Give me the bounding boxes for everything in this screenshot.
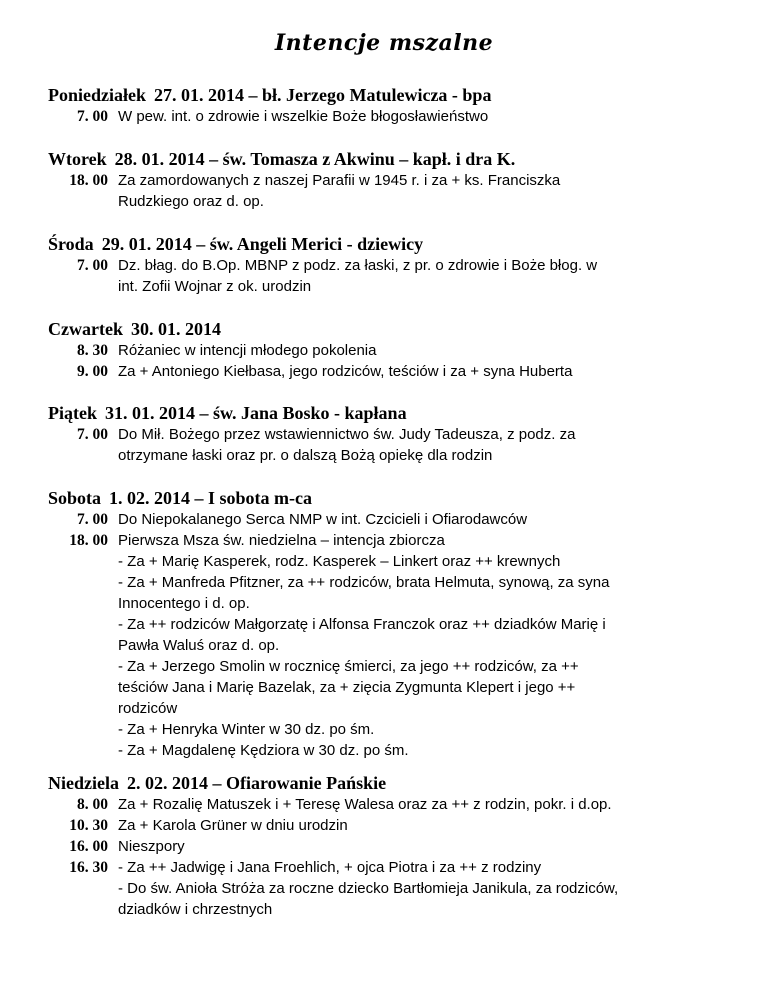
mass-time: 7. 00: [77, 511, 108, 528]
mass-time: 7. 00: [77, 426, 108, 443]
day-section-saturday: [48, 487, 738, 761]
mass-intention: [118, 106, 718, 127]
day-date: 2. 02. 2014 – Ofiarowanie Pańskie: [126, 773, 387, 793]
day-header: [48, 487, 738, 509]
intention-line: - Do św. Anioła Stróża za roczne dziecko Bartłomieja Janikula, za rodziców,: [118, 880, 619, 897]
day-name: Niedziela: [48, 773, 119, 793]
intention-line: Za + Karola Grüner w dniu urodzin: [118, 817, 348, 834]
day-header: [48, 233, 738, 255]
mass-intention: [118, 815, 718, 836]
mass-intention: [118, 361, 718, 382]
day-header: [48, 402, 738, 424]
mass-time: 18. 00: [69, 532, 108, 549]
mass-entry: [48, 424, 738, 466]
day-section-friday: [48, 402, 738, 466]
intention-line: - Za ++ rodziców Małgorzatę i Alfonsa Franczok oraz ++ dziadków Marię i: [118, 616, 606, 633]
intention-line: - Za + Henryka Winter w 30 dz. po śm.: [118, 721, 375, 738]
intention-line: - Za ++ Jadwigę i Jana Froehlich, + ojca Piotra i za ++ z rodziny: [118, 859, 542, 876]
mass-entry: [48, 815, 738, 836]
mass-intention: [118, 255, 718, 297]
intention-line: dziadków i chrzestnych: [118, 901, 273, 918]
day-section-thursday: [48, 318, 738, 382]
day-date: 27. 01. 2014 – bł. Jerzego Matulewicza - bpa: [154, 85, 492, 105]
mass-intention: [118, 509, 718, 530]
day-name: Czwartek: [48, 319, 123, 339]
intention-line: Za + Antoniego Kiełbasa, jego rodziców, teściów i za + syna Huberta: [118, 363, 573, 380]
mass-intention: [118, 170, 718, 212]
intention-line: W pew. int. o zdrowie i wszelkie Boże błogosławieństwo: [118, 108, 489, 125]
day-header: [48, 318, 738, 340]
intention-line: Do Mił. Bożego przez wstawiennictwo św. Judy Tadeusza, z podz. za: [118, 426, 576, 443]
day-header: [48, 84, 738, 106]
day-section-wednesday: [48, 233, 738, 297]
mass-entry: [48, 836, 738, 857]
page-title: Intencje mszalne: [274, 30, 494, 56]
day-section-tuesday: [48, 148, 738, 212]
intention-line: - Za + Magdalenę Kędziora w 30 dz. po śm.: [118, 742, 409, 759]
mass-time: 8. 00: [77, 796, 108, 813]
day-date: 31. 01. 2014 – św. Jana Bosko - kapłana: [105, 403, 407, 423]
intention-line: - Za + Manfreda Pfitzner, za ++ rodziców, brata Helmuta, synową, za syna: [118, 574, 610, 591]
day-date: 30. 01. 2014: [130, 319, 221, 339]
mass-time: 10. 30: [69, 817, 108, 834]
intention-line: Innocentego i d. op.: [118, 595, 250, 612]
mass-intention: [118, 794, 718, 815]
mass-entry: [48, 106, 738, 127]
mass-intention: [118, 530, 718, 761]
day-name: Wtorek: [48, 149, 107, 169]
day-header: [48, 772, 738, 794]
day-name: Poniedziałek: [48, 85, 146, 105]
intention-line: rodziców: [118, 700, 178, 717]
day-date: 28. 01. 2014 – św. Tomasza z Akwinu – kapł. i dra K.: [114, 149, 516, 169]
mass-entry: [48, 509, 738, 530]
mass-time: 7. 00: [77, 108, 108, 125]
intention-line: teściów Jana i Marię Bazelak, za + zięcia Zygmunta Klepert i jego ++: [118, 679, 576, 696]
mass-time: 16. 30: [69, 859, 108, 876]
intention-line: Pierwsza Msza św. niedzielna – intencja zbiorcza: [118, 532, 445, 549]
intention-line: - Za + Marię Kasperek, rodz. Kasperek – Linkert oraz ++ krewnych: [118, 553, 561, 570]
mass-time: 18. 00: [69, 172, 108, 189]
mass-intention: [118, 340, 718, 361]
intention-line: int. Zofii Wojnar z ok. urodzin: [118, 278, 312, 295]
mass-intention: [118, 424, 718, 466]
mass-entry: [48, 361, 738, 382]
intention-line: Różaniec w intencji młodego pokolenia: [118, 342, 377, 359]
intention-line: Do Niepokalanego Serca NMP w int. Czcicieli i Ofiarodawców: [118, 511, 528, 528]
mass-entry: [48, 794, 738, 815]
day-name: Środa: [48, 234, 94, 254]
mass-time: 16. 00: [69, 838, 108, 855]
mass-entry: [48, 170, 738, 212]
intention-line: Pawła Waluś oraz d. op.: [118, 637, 280, 654]
mass-intention: [118, 836, 718, 857]
intention-line: Dz. błag. do B.Op. MBNP z podz. za łaski, z pr. o zdrowie i Boże błog. w: [118, 257, 598, 274]
day-header: [48, 148, 738, 170]
intention-line: Nieszpory: [118, 838, 185, 855]
mass-time: 9. 00: [77, 363, 108, 380]
day-name: Piątek: [48, 403, 97, 423]
day-section-sunday: [48, 772, 738, 920]
intention-line: Rudzkiego oraz d. op.: [118, 193, 264, 210]
intention-line: otrzymane łaski oraz pr. o dalszą Bożą opiekę dla rodzin: [118, 447, 493, 464]
day-section-monday: [48, 84, 738, 127]
day-date: 1. 02. 2014 – I sobota m-ca: [109, 488, 313, 508]
day-name: Sobota: [48, 488, 102, 508]
mass-time: 7. 00: [77, 257, 108, 274]
intention-line: Za zamordowanych z naszej Parafii w 1945 r. i za + ks. Franciszka: [118, 172, 561, 189]
mass-entry: [48, 857, 738, 920]
mass-intention: [118, 857, 718, 920]
mass-entry: [48, 530, 738, 761]
mass-entry: [48, 340, 738, 361]
intention-line: - Za + Jerzego Smolin w rocznicę śmierci, za jego ++ rodziców, za ++: [118, 658, 579, 675]
mass-time: 8. 30: [77, 342, 108, 359]
intention-line: Za + Rozalię Matuszek i + Teresę Walesa oraz za ++ z rodzin, pokr. i d.op.: [118, 796, 612, 813]
day-date: 29. 01. 2014 – św. Angeli Merici - dziewicy: [101, 234, 424, 254]
mass-entry: [48, 255, 738, 297]
